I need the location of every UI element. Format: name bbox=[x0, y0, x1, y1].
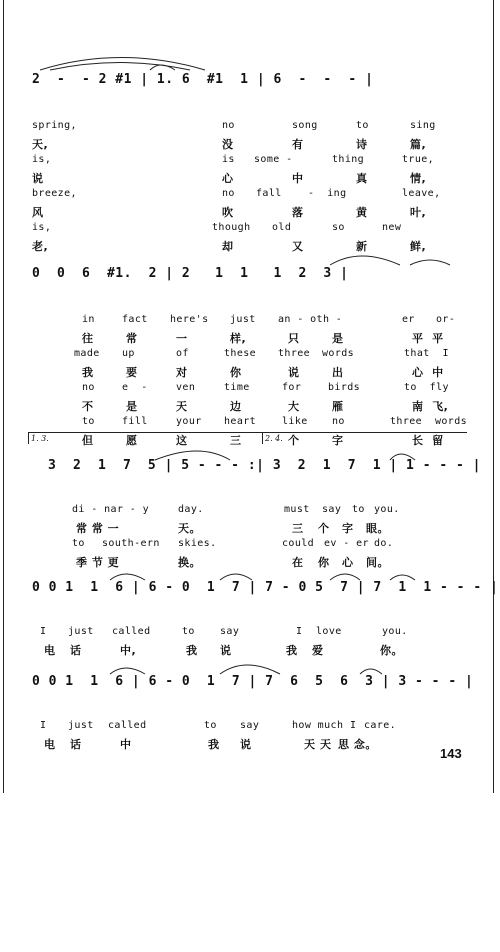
lyric-word: leave, bbox=[402, 188, 441, 199]
lyric-word: do. bbox=[374, 538, 394, 549]
lyric-word: say bbox=[220, 626, 240, 637]
lyric-word: 我 bbox=[186, 644, 198, 657]
lyric-word: three words bbox=[390, 416, 468, 427]
lyric-word: so bbox=[332, 222, 345, 233]
lyric-word: 样, bbox=[230, 332, 247, 345]
lyric-word: fill bbox=[122, 416, 148, 427]
lyric-word: breeze, bbox=[32, 188, 77, 199]
lyric-word: south-ern bbox=[102, 538, 160, 549]
lyric-word: 天, bbox=[32, 138, 49, 151]
notation-line: 0 0 1 1 6 | 6 - 0 1 7 | 7 - 0 5 7 | 7 1 1 - - - | bbox=[32, 580, 499, 595]
lyric-word: 篇, bbox=[410, 138, 427, 151]
lyric-word: 天 bbox=[176, 400, 188, 413]
lyric-word: 但 bbox=[82, 434, 94, 447]
lyric-word: 三 bbox=[292, 522, 304, 535]
lyric-word: 出 bbox=[332, 366, 344, 379]
lyric-word: of bbox=[176, 348, 189, 359]
lyric-word: 换。 bbox=[178, 556, 201, 569]
lyric-word: your bbox=[176, 416, 202, 427]
lyric-word: no bbox=[222, 188, 235, 199]
lyric-word: 话 bbox=[70, 738, 82, 751]
lyric-word: I bbox=[350, 720, 357, 731]
lyric-word: 又 bbox=[292, 240, 304, 253]
lyric-word: 个 bbox=[288, 434, 300, 447]
lyric-word: words bbox=[322, 348, 355, 359]
lyric-word: to bbox=[352, 504, 365, 515]
lyric-word: sing bbox=[410, 120, 436, 131]
lyric-word: 一 bbox=[176, 332, 188, 345]
lyric-word: 心 bbox=[222, 172, 234, 185]
lyric-word: here's bbox=[170, 314, 209, 325]
lyric-word: 吹 bbox=[222, 206, 234, 219]
lyric-word: 天 bbox=[304, 738, 316, 751]
lyric-word: spring, bbox=[32, 120, 77, 131]
notation-line: 3 2 1 7 5 | 5 - - - :| 3 2 1 7 1 | 1 - - - | bbox=[48, 458, 481, 473]
lyric-word: true, bbox=[402, 154, 435, 165]
lyric-word: I bbox=[40, 720, 47, 731]
lyric-word: old bbox=[272, 222, 292, 233]
notation-line: 2 - - 2 #1 | 1. 6 #1 1 | 6 - - - | bbox=[32, 72, 374, 87]
slur-group bbox=[30, 45, 410, 75]
lyric-word: 大 bbox=[288, 400, 300, 413]
lyric-word: 字 bbox=[342, 522, 354, 535]
lyric-word: fact bbox=[122, 314, 148, 325]
lyric-word: 有 bbox=[292, 138, 304, 151]
lyric-word: 中, bbox=[120, 644, 137, 657]
lyric-word: 说 bbox=[240, 738, 252, 751]
notation-line: 0 0 1 1 6 | 6 - 0 1 7 | 7 6 5 6 3 | 3 - - - | bbox=[32, 674, 474, 689]
lyric-word: 话 bbox=[70, 644, 82, 657]
lyric-word: 南 飞, bbox=[412, 400, 449, 413]
lyric-word: called bbox=[108, 720, 147, 731]
lyric-word: 这 bbox=[176, 434, 188, 447]
lyric-word: I bbox=[40, 626, 47, 637]
lyric-word: skies. bbox=[178, 538, 217, 549]
lyric-word: must bbox=[284, 504, 310, 515]
lyric-word: you. bbox=[374, 504, 400, 515]
lyric-word: three bbox=[278, 348, 311, 359]
lyric-word: 心 bbox=[342, 556, 354, 569]
lyric-word: 眼。 bbox=[366, 522, 389, 535]
lyric-word: 只 bbox=[288, 332, 300, 345]
lyric-word: 情, bbox=[410, 172, 427, 185]
lyric-word: ven bbox=[176, 382, 196, 393]
lyric-word: to fly bbox=[404, 382, 449, 393]
lyric-word: care. bbox=[364, 720, 397, 731]
lyric-word: 往 bbox=[82, 332, 94, 345]
lyric-word: 却 bbox=[222, 240, 234, 253]
lyric-word: 电 bbox=[44, 644, 56, 657]
lyric-word: I bbox=[296, 626, 303, 637]
lyric-word: 没 bbox=[222, 138, 234, 151]
lyric-word: 我 bbox=[208, 738, 220, 751]
lyric-word: 风 bbox=[32, 206, 44, 219]
lyric-word: is bbox=[222, 154, 235, 165]
lyric-word: 常 bbox=[126, 332, 138, 345]
lyric-word: 叶, bbox=[410, 206, 427, 219]
lyric-word: 你 bbox=[230, 366, 242, 379]
volta-bracket-1: 1. 3. bbox=[28, 432, 263, 444]
lyric-word: just bbox=[68, 626, 94, 637]
lyric-word: just bbox=[230, 314, 256, 325]
lyric-word: no bbox=[332, 416, 345, 427]
lyric-word: time bbox=[224, 382, 250, 393]
lyric-word: day. bbox=[178, 504, 204, 515]
lyric-word: birds bbox=[328, 382, 361, 393]
lyric-word: 是 bbox=[332, 332, 344, 345]
lyric-word: 中 bbox=[120, 738, 132, 751]
lyric-word: up bbox=[122, 348, 135, 359]
lyric-word: er bbox=[402, 314, 415, 325]
lyric-word: 天 bbox=[320, 738, 332, 751]
lyric-word: though bbox=[212, 222, 251, 233]
lyric-word: thing bbox=[332, 154, 365, 165]
lyric-word: 新 bbox=[356, 240, 368, 253]
lyric-word: 字 bbox=[332, 434, 344, 447]
lyric-word: 思 念。 bbox=[338, 738, 377, 751]
lyric-word: 常 常 一 bbox=[76, 522, 120, 535]
lyric-word: 老, bbox=[32, 240, 49, 253]
volta-bracket-2: 2. 4. bbox=[262, 432, 467, 444]
lyric-word: 平 平 bbox=[412, 332, 444, 345]
lyric-word: 你 bbox=[318, 556, 330, 569]
lyric-word: how much bbox=[292, 720, 344, 731]
lyric-word: an - oth - bbox=[278, 314, 343, 325]
lyric-word: you. bbox=[382, 626, 408, 637]
lyric-word: 在 bbox=[292, 556, 304, 569]
lyric-word: 说 bbox=[288, 366, 300, 379]
lyric-word: say bbox=[322, 504, 342, 515]
lyric-word: love bbox=[316, 626, 342, 637]
lyric-word: 爱 bbox=[312, 644, 324, 657]
lyric-word: no bbox=[222, 120, 235, 131]
lyric-word: 对 bbox=[176, 366, 188, 379]
lyric-word: di - nar - y bbox=[72, 504, 150, 515]
lyric-word: to bbox=[356, 120, 369, 131]
lyric-word: 黄 bbox=[356, 206, 368, 219]
lyric-word: just bbox=[68, 720, 94, 731]
lyric-word: 落 bbox=[292, 206, 304, 219]
lyric-word: 是 bbox=[126, 400, 138, 413]
lyric-word: like bbox=[282, 416, 308, 427]
lyric-word: 间。 bbox=[366, 556, 389, 569]
lyric-word: or- bbox=[436, 314, 456, 325]
lyric-word: made bbox=[74, 348, 100, 359]
lyric-word: 要 bbox=[126, 366, 138, 379]
lyric-word: that I bbox=[404, 348, 449, 359]
lyric-word: fall bbox=[256, 188, 282, 199]
lyric-word: 鲜, bbox=[410, 240, 427, 253]
lyric-word: to bbox=[204, 720, 217, 731]
lyric-word: 雁 bbox=[332, 400, 344, 413]
lyric-word: for bbox=[282, 382, 302, 393]
lyric-word: some - bbox=[254, 154, 293, 165]
lyric-word: 长 留 bbox=[412, 434, 444, 447]
lyric-block bbox=[40, 698, 460, 776]
lyric-word: 真 bbox=[356, 172, 368, 185]
lyric-word: song bbox=[292, 120, 318, 131]
lyric-word: - ing bbox=[308, 188, 347, 199]
lyric-word: new bbox=[382, 222, 402, 233]
lyric-word: 三 bbox=[230, 434, 242, 447]
lyric-word: 心 中 bbox=[412, 366, 444, 379]
lyric-word: these bbox=[224, 348, 257, 359]
lyric-word: 季 节 更 bbox=[76, 556, 120, 569]
lyric-word: 你。 bbox=[380, 644, 403, 657]
lyric-word: 愿 bbox=[126, 434, 138, 447]
lyric-word: 诗 bbox=[356, 138, 368, 151]
lyric-word: to bbox=[182, 626, 195, 637]
lyric-word: 天。 bbox=[178, 522, 201, 535]
lyric-word: called bbox=[112, 626, 151, 637]
lyric-word: is, bbox=[32, 154, 52, 165]
lyric-word: 边 bbox=[230, 400, 242, 413]
lyric-word: 我 bbox=[286, 644, 298, 657]
lyric-word: 个 bbox=[318, 522, 330, 535]
lyric-word: no bbox=[82, 382, 95, 393]
lyric-word: e - bbox=[122, 382, 148, 393]
lyric-word: to bbox=[72, 538, 85, 549]
lyric-word: is, bbox=[32, 222, 52, 233]
lyric-word: 不 bbox=[82, 400, 94, 413]
page-number: 143 bbox=[440, 746, 462, 761]
lyric-word: 中 bbox=[292, 172, 304, 185]
lyric-word: to bbox=[82, 416, 95, 427]
lyric-word: say bbox=[240, 720, 260, 731]
lyric-word: ev - er bbox=[324, 538, 369, 549]
notation-line: 0 0 6 #1. 2 | 2 1 1 1 2 3 | bbox=[32, 266, 349, 281]
lyric-word: in bbox=[82, 314, 95, 325]
lyric-word: 说 bbox=[32, 172, 44, 185]
lyric-word: could bbox=[282, 538, 315, 549]
lyric-word: 电 bbox=[44, 738, 56, 751]
lyric-word: heart bbox=[224, 416, 257, 427]
lyric-word: 我 bbox=[82, 366, 94, 379]
lyric-word: 说 bbox=[220, 644, 232, 657]
